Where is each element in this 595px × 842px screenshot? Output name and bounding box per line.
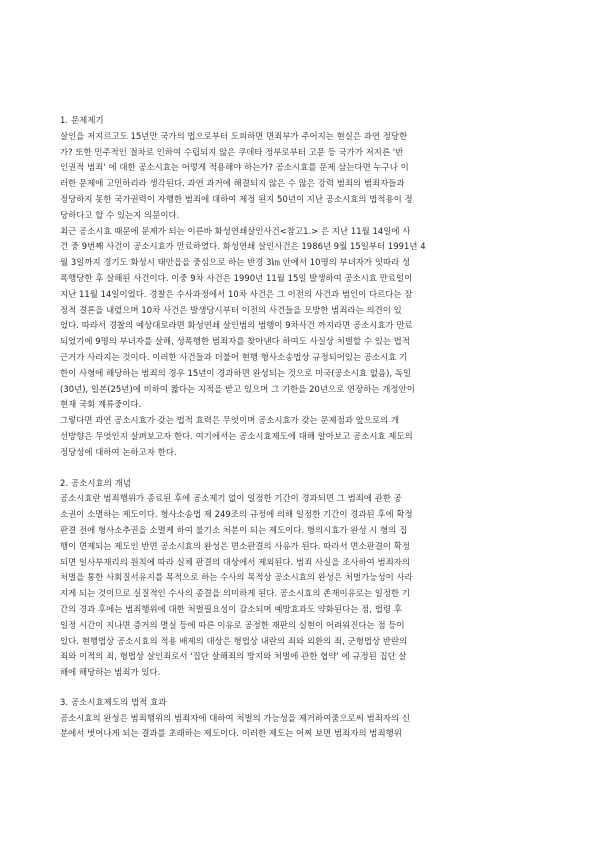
text-line: 공소시효의 완성은 범죄행위의 범죄자에 대하여 처벌의 가능성을 제거하여줌으로써 범죄자의 신 — [60, 712, 411, 723]
text-line: 해에 해당하는 범죄가 있다. — [60, 667, 161, 678]
text-line: 공소시효란 범죄행위가 종료된 후에 공소제기 없이 일정한 기간이 경과되면 그 범죄에 관한 공 — [60, 493, 402, 504]
text-line: 선방향은 무엇인지 살펴보고자 한다. 여기에서는 공소시효제도에 대해 알아보고 공소시효 제도의 — [60, 430, 413, 441]
section-heading: 3. 공소시효제도의 법적 효과 — [60, 696, 167, 707]
text-line: 현재 국회 계류중이다. — [60, 399, 142, 410]
text-line: 었다. 따라서 경찰의 예상대로라면 화성연쇄 살인범의 범행이 9차사건 까지라면 공소시효가 만료 — [60, 320, 413, 331]
section-heading: 2. 공소시효의 개념 — [60, 477, 132, 488]
text-line: 월 3일까지 경기도 화성시 태안읍을 중심으로 하는 반경 3㎞ 안에서 10명의 부녀자가 잇따라 성 — [60, 257, 411, 268]
text-line: 지게 되는 것이므로 실질적인 수사의 종결을 의미하게 된다. 공소시효의 존재이유로는 일정한 기 — [60, 588, 411, 599]
text-line: 간의 경과 후에는 범죄행위에 대한 처벌필요성이 감소되며 예방효과도 약화된다는 점, 법령 후 — [60, 603, 402, 614]
text-line: (30년), 일본(25년)에 비하여 짧다는 지적을 받고 있으며 그 기한을 20년으로 연장하는 개정안이 — [60, 383, 415, 394]
text-line: 소권이 소멸하는 제도이다. 형사소송법 제 249조의 규정에 의해 일정한 기간이 경과된 후에 확정 — [60, 509, 413, 520]
text-line: 당하다고 할 수 있는지 의문이다. — [60, 209, 180, 220]
text-line: 인권적 범죄' 에 대한 공소시효는 어떻게 적용해야 하는가? 공소시효를 문제 삼는다면 누구나 이 — [60, 162, 409, 173]
text-line: 정당성에 대하여 논하고자 한다. — [60, 446, 177, 457]
paragraph — [60, 711, 538, 743]
paragraph — [60, 413, 538, 460]
text-line: 근거가 사라지는 것이다. 이러한 사건들과 더불어 현행 형사소송법상 규정되어있는 공소시효 기 — [60, 351, 408, 362]
text-line: 있다. 현행법상 공소시효의 적용 배제의 대상은 형법상 내란의 죄와 외환의 죄, 군형법상 반란의 — [60, 635, 408, 646]
text-line: 처벌을 통한 사회질서유지를 목적으로 하는 수사의 목적상 공소시효의 완성은 처벌가능성이 사라 — [60, 572, 413, 583]
paragraph — [60, 129, 538, 224]
text-line: 판결 전에 형사소추권을 소멸케 하여 불기소 처분이 되는 제도이다. 형의시효가 완성 시 형의 집 — [60, 524, 408, 535]
text-line: 폭행당한 후 살해된 사건이다. 이중 9차 사건은 1990년 11월 15일 발생하여 공소시효 만료일이 — [60, 272, 413, 283]
text-line: 건 중 9번째 사건이 공소시효가 만료하였다. 화성연쇄 살인사건은 1986년 9월 15일부터 1991년 4 — [60, 241, 426, 252]
section-legal-effect — [60, 695, 538, 742]
paragraph — [60, 224, 538, 414]
section-problem-statement — [60, 113, 538, 461]
text-line: 러한 문제에 고민하리라 생각된다. 과연 과거에 해결되지 않은 수 많은 강력 범죄의 범죄자들과 — [60, 178, 405, 189]
text-line: 그렇다면 과연 공소시효가 갖는 법적 효력은 무엇이며 공소시효가 갖는 문제점과 앞으로의 개 — [60, 415, 400, 426]
text-line: 되었기에 9명의 부녀자를 살해, 성폭행한 범죄자를 찾아낸다 하여도 사실상 처벌할 수 있는 법적 — [60, 336, 410, 347]
text-line: 분에서 벗어나게 되는 결과를 초래하는 제도이다. 이러한 제도는 어찌 보면 범죄자의 범죄행위 — [60, 728, 402, 739]
section-concept — [60, 476, 538, 681]
text-line: 살인을 저지르고도 15년만 국가의 법으로부터 도피하면 면죄부가 주어지는 현실은 과연 정당한 — [60, 130, 408, 141]
text-line: 죄와 이적의 죄, 형법상 살인죄로서 '집단 살해죄의 방지와 처벌에 관한 협약' 에 규정된 집단 살 — [60, 651, 407, 662]
text-line: 행이 면제되는 제도인 반면 공소시효의 완성은 면소판결의 사유가 된다. 따라서 면소판결이 확정 — [60, 540, 411, 551]
paragraph — [60, 491, 538, 681]
section-heading: 1. 문제제기 — [60, 115, 104, 125]
text-line: 정당하지 못한 국가권력이 자행한 범죄에 대하여 제정 된지 50년이 지난 공소시효의 법적용이 정 — [60, 193, 413, 204]
text-line: 일정 시간이 지나면 증거의 멸실 등에 따른 이유로 공정한 재판의 실현이 어려워진다는 점 등이 — [60, 619, 405, 630]
text-line: 되면 일사부재리의 원칙에 따라 실체 판결의 대상에서 제외된다. 범죄 사실을 조사하여 범죄자의 — [60, 556, 411, 567]
section-spacer — [60, 681, 538, 695]
section-spacer — [60, 461, 538, 476]
text-line: 정적 결론을 내렸으며 10차 사건은 발생당시부터 이전의 사건들을 모방한 범죄라는 의견이 있 — [60, 304, 402, 315]
text-line: 가? 또한 민주적인 절차로 인하여 수립되지 않은 쿠데타 정부로부터 고문 등 국가가 저지른 '반 — [60, 146, 404, 157]
document-body — [60, 113, 538, 742]
text-line: 최근 공소시효 때문에 문제가 되는 이른바 화성연쇄살인사건<참고1.> 은 지난 11월 14일에 사 — [60, 225, 411, 236]
text-line: 지난 11월 14일이었다. 경찰은 수사과정에서 10차 사건은 그 이전의 사건과 범인이 다르다는 잠 — [60, 288, 413, 299]
text-line: 한이 사형에 해당하는 범죄의 경우 15년이 경과하면 완성되는 것으로 미국(공소시효 없음), 독일 — [60, 367, 412, 378]
